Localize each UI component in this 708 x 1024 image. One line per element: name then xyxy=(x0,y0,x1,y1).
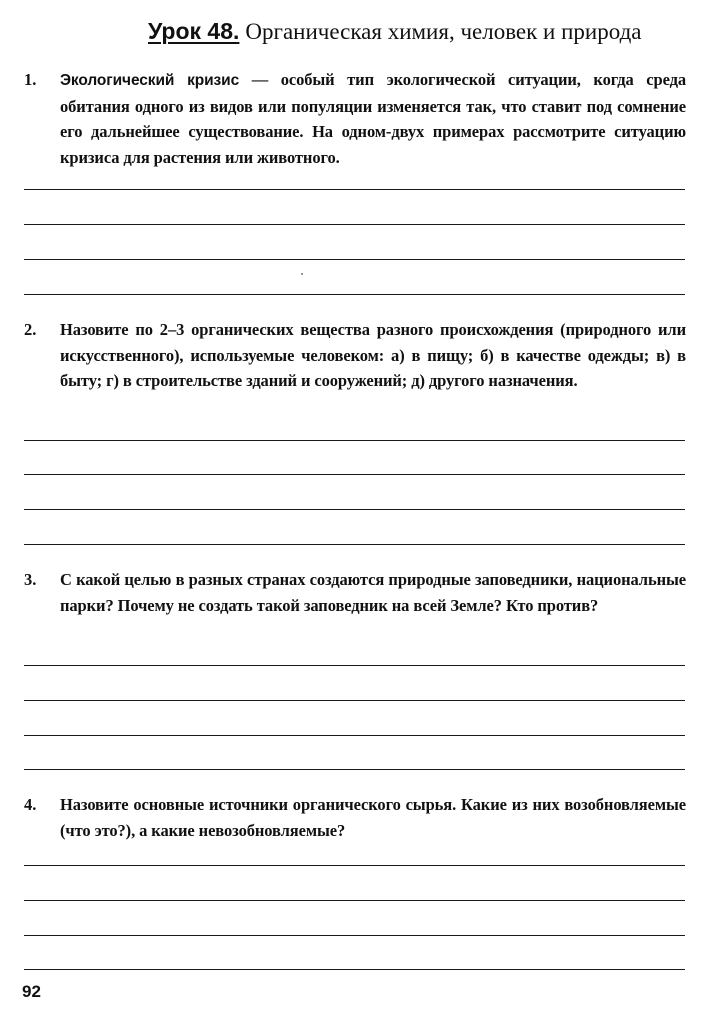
answer-line[interactable] xyxy=(24,935,685,936)
task-text xyxy=(60,67,686,170)
lesson-topic: Органическая химия, человек и природа xyxy=(245,19,642,44)
answer-line[interactable] xyxy=(24,294,685,295)
answer-line[interactable] xyxy=(24,224,685,225)
task-number: 2. xyxy=(24,320,37,339)
task-4 xyxy=(24,792,686,847)
task-text: Назовите по 2–3 органических вещества разного происхождения (природного или искусственного), используемые человеком: а) в пищу; б) в качестве одежды; в) в быту; г) в строительстве зданий и сооружений; д) другого назначения. xyxy=(60,320,686,390)
answer-line[interactable] xyxy=(24,665,685,666)
page-title xyxy=(148,16,688,47)
task-number: 1. xyxy=(24,70,37,89)
task-1 xyxy=(24,67,686,177)
lesson-number: Урок 48. xyxy=(148,18,240,44)
answer-line[interactable] xyxy=(24,900,685,901)
answer-line[interactable] xyxy=(24,769,685,770)
answer-line[interactable] xyxy=(24,735,685,736)
task-2 xyxy=(24,317,686,422)
page-number: 92 xyxy=(22,982,41,1001)
answer-line[interactable] xyxy=(24,259,685,260)
answer-line[interactable] xyxy=(24,440,685,441)
task-number: 3. xyxy=(24,570,37,589)
answer-line[interactable] xyxy=(24,474,685,475)
answer-line[interactable] xyxy=(24,969,685,970)
task-text: Назовите основные источники органического сырья. Какие из них возобновляемые (что это?), а какие невозобновляемые? xyxy=(60,795,686,840)
task-3 xyxy=(24,567,686,647)
task-number: 4. xyxy=(24,795,37,814)
answer-line[interactable] xyxy=(24,189,685,190)
answer-line[interactable] xyxy=(24,700,685,701)
answer-line[interactable] xyxy=(24,865,685,866)
answer-line[interactable] xyxy=(24,509,685,510)
scan-speck xyxy=(301,273,303,275)
task-body: — особый тип экологической ситуации, когда среда обитания одного из видов или популяции изменяется так, что ставит под сомнение его дальнейшее существование. На одном-двух примерах рассмотрите ситуацию кризиса для растения или животного. xyxy=(60,70,686,167)
task-text: С какой целью в разных странах создаются природные заповедники, национальные парки? Почему не создать такой заповедник на всей Земле? Кто против? xyxy=(60,570,686,615)
answer-line[interactable] xyxy=(24,544,685,545)
task-term: Экологический кризис xyxy=(60,72,240,89)
